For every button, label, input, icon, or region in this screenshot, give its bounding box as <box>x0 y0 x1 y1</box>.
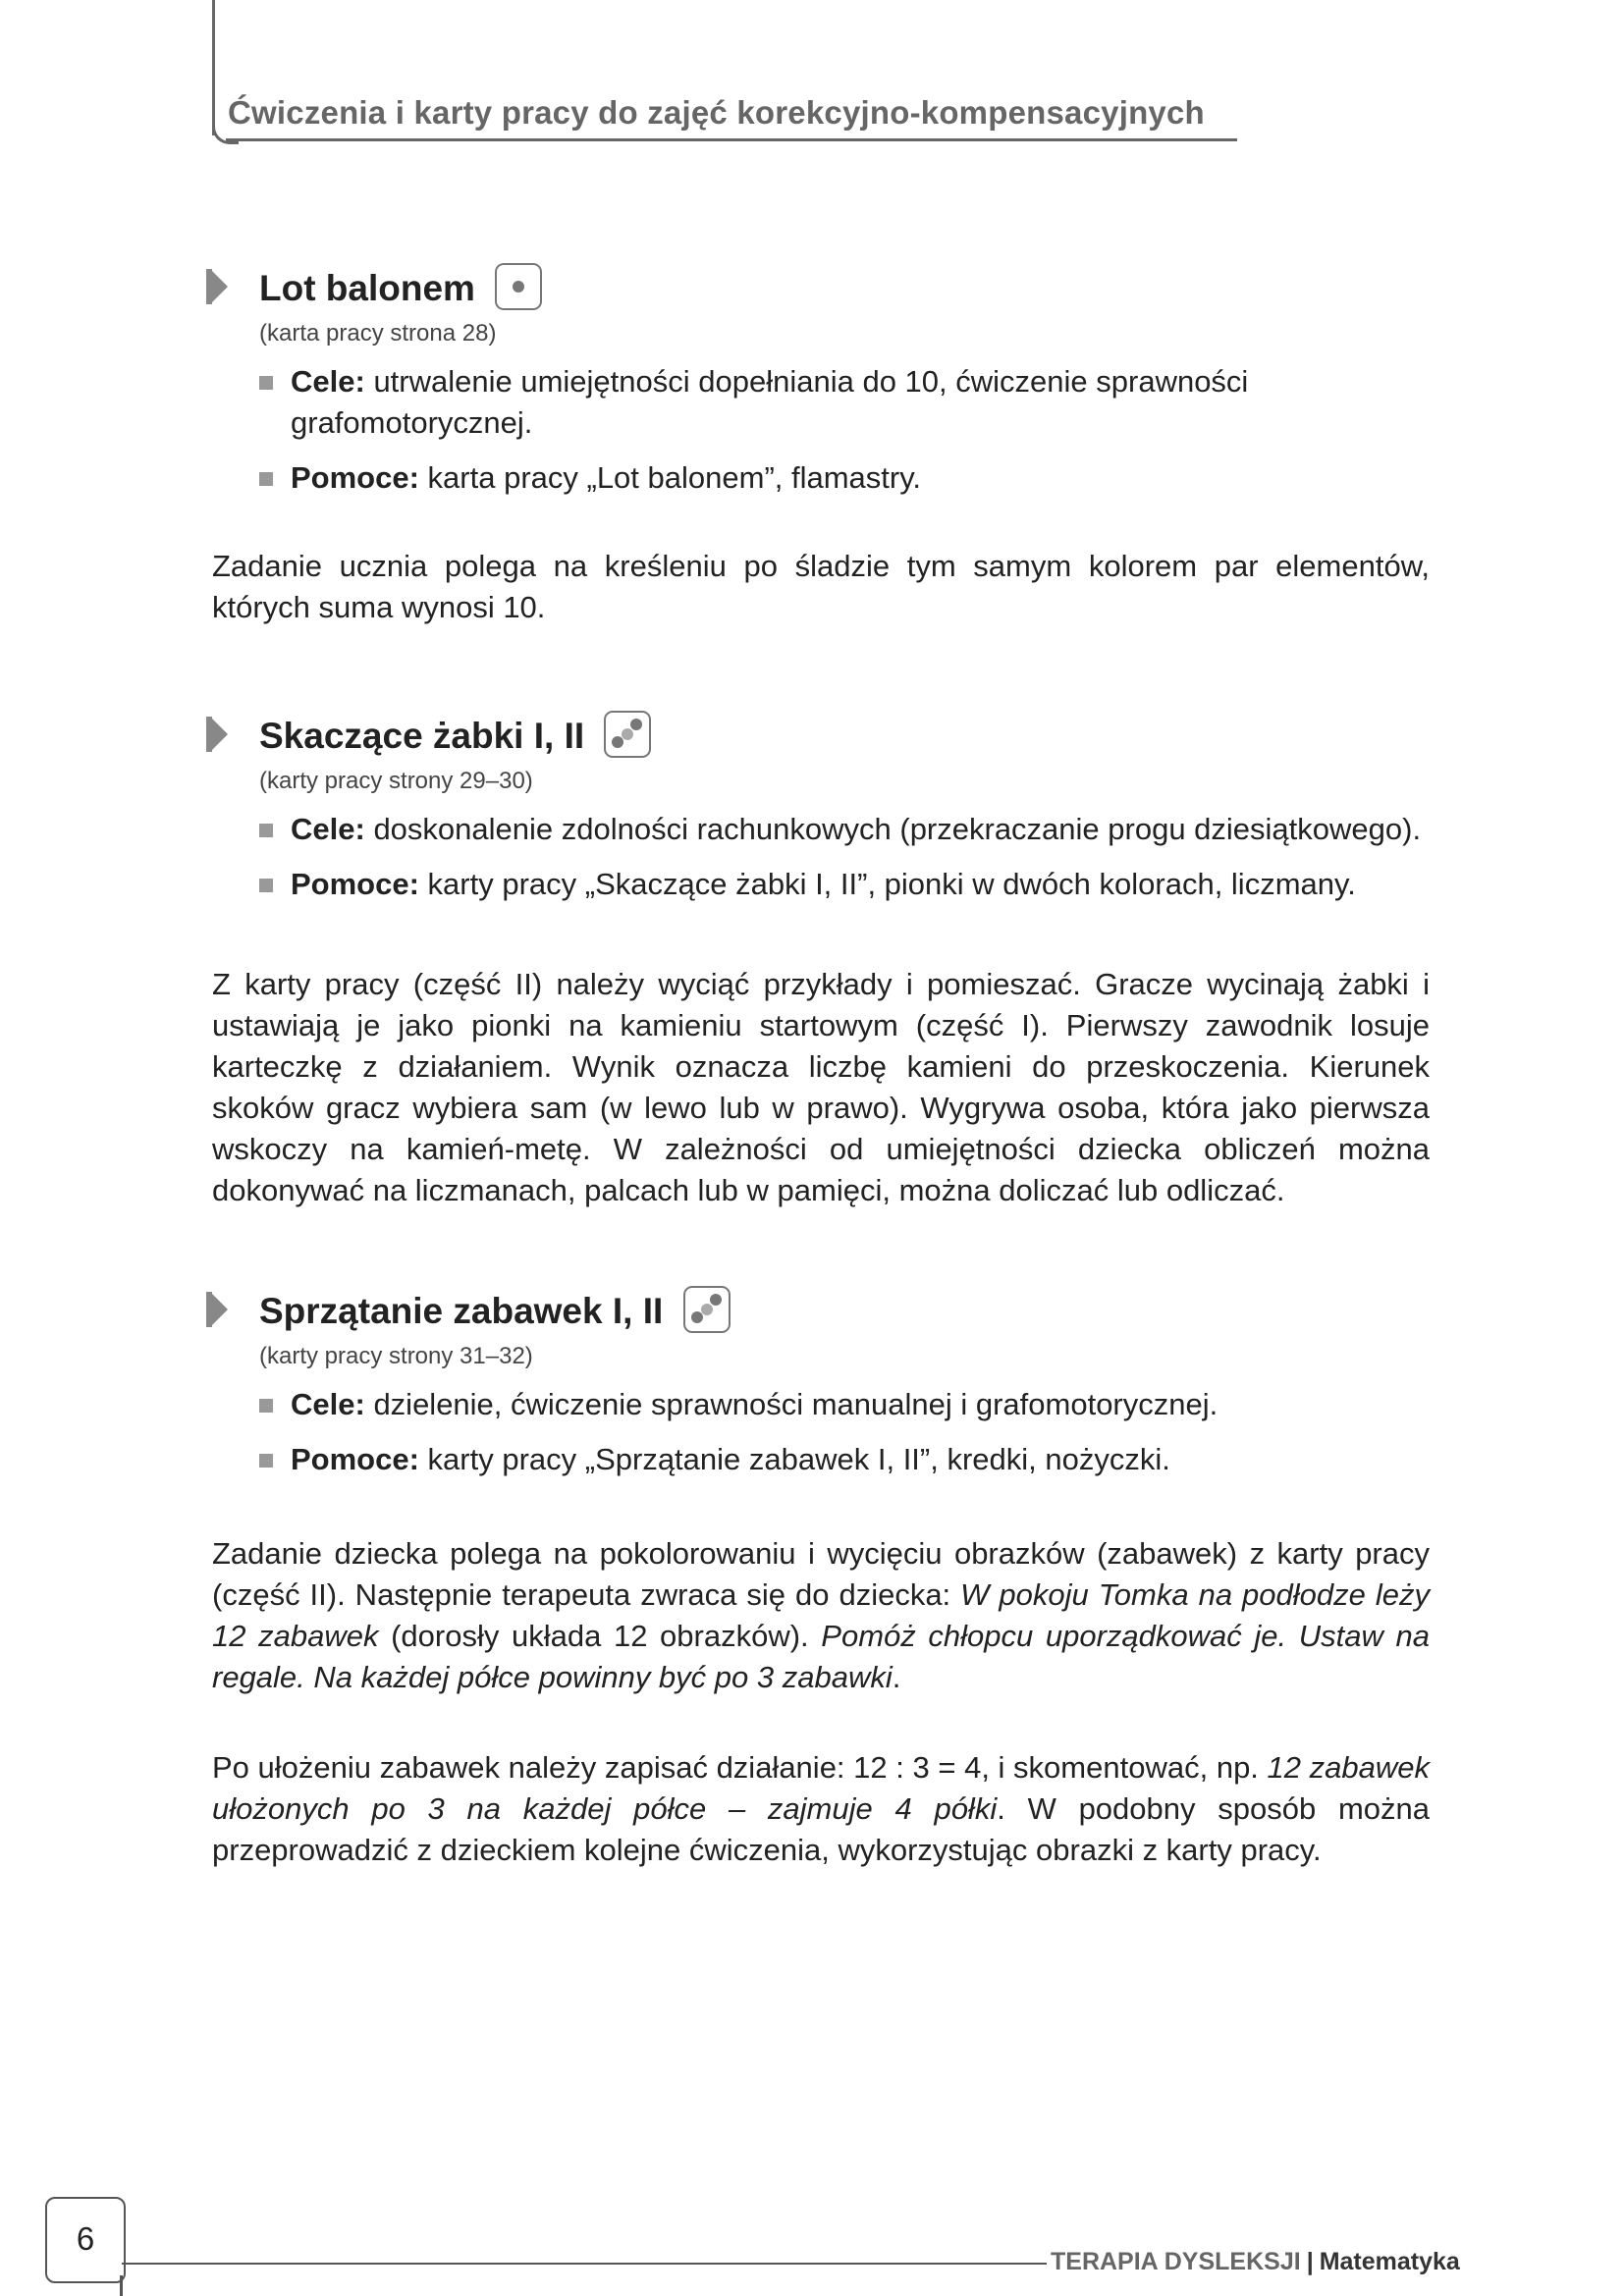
section-description-paragraph-1 <box>212 1533 1430 1698</box>
text-run: . <box>892 1660 901 1694</box>
goals-label: Cele: <box>291 1387 365 1421</box>
goals-text: doskonalenie zdolności rachunkowych (przekraczanie progu dziesiątkowego). <box>373 812 1422 846</box>
section-title <box>259 1290 731 1337</box>
text-run: Po ułożeniu zabawek należy zapisać działanie: 12 : 3 = 4, i skomentować, np. <box>212 1750 1268 1785</box>
aids-item <box>259 457 1428 499</box>
aids-text: karta pracy „Lot balonem”, flamastry. <box>427 460 922 495</box>
goals-text: utrwalenie umiejętności dopełniania do 10, ćwiczenie sprawności grafomotorycznej. <box>291 364 1249 440</box>
section-arrow-icon <box>210 1292 228 1327</box>
section-title <box>259 715 651 762</box>
subject-name: Matematyka <box>1319 2248 1460 2275</box>
aids-item <box>259 1439 1428 1480</box>
italic-quote: Pomóż chłopcu uporządkować je. Ustaw na regale. Na każdej półce powinny być po 3 zabawki <box>212 1619 1430 1694</box>
goals-label: Cele: <box>291 812 365 846</box>
running-header-title: Ćwiczenia i karty pracy do zajęć korekcyjno-kompensacyjnych <box>228 94 1205 131</box>
die-pip <box>701 1304 713 1315</box>
section-arrow-icon <box>210 269 228 304</box>
aids-label: Pomoce: <box>291 867 419 901</box>
page-number: 6 <box>76 2220 95 2257</box>
italic-example: 12 zabawek ułożonych po 3 na każdej półce – zajmuje 4 półki <box>212 1750 1430 1826</box>
square-bullet-icon <box>259 879 273 892</box>
section-title-text: Sprzątanie zabawek I, II <box>259 1290 664 1331</box>
footer-series-label <box>1051 2248 1460 2276</box>
aids-item <box>259 864 1428 905</box>
header-frame-horizontal-line <box>226 138 1237 141</box>
section-description-paragraph-2 <box>212 1747 1430 1871</box>
section-description: Zadanie ucznia polega na kreśleniu po śladzie tym samym kolorem par elementów, których suma wynosi 10. <box>212 549 1430 624</box>
page-number-box <box>45 2197 126 2283</box>
text-run: Zadanie dziecka polega na pokolorowaniu i wycięciu obrazków (zabawek) z karty pracy (część II). Następnie terapeuta zwraca się do dziecka: <box>212 1536 1430 1612</box>
three-pip-die-icon <box>604 711 651 758</box>
text-run: . W podobny sposób można przeprowadzić z dzieckiem kolejne ćwiczenia, wykorzystując obrazki z karty pracy. <box>212 1791 1430 1867</box>
die-pip <box>710 1294 722 1306</box>
section-title-text: Skaczące żabki I, II <box>259 715 585 756</box>
die-pip <box>622 728 633 740</box>
worksheet-reference: (karty pracy strony 31–32) <box>259 1343 533 1369</box>
three-pip-die-icon <box>683 1286 731 1333</box>
section-description: Z karty pracy (część II) należy wyciąć przykłady i pomieszać. Gracze wycinają żabki i ustawiają je jako pionki na kamieniu startowym (część I). Pierwszy zawodnik losuje karteczkę z działaniem. Wynik oznacza liczbę kamieni do przeskoczenia. Kierunek skoków gracz wybiera sam (w lewo lub w prawo). Wygrywa osoba, która jako pierwsza wskoczy na kamień-metę. W zależności od umiejętności dziecka obliczeń można dokonywać na liczmanach, palcach lub w pamięci, można doliczać lub odliczać. <box>212 967 1430 1207</box>
footer-rule <box>122 2263 1047 2265</box>
worksheet-reference: (karty pracy strony 29–30) <box>259 768 533 794</box>
exercise-section-sprzatanie-zabawek <box>210 1282 1428 1480</box>
one-pip-die-icon <box>495 263 542 310</box>
section-title <box>259 267 542 314</box>
goals-label: Cele: <box>291 364 365 399</box>
aids-label: Pomoce: <box>291 1442 419 1476</box>
goals-text: dzielenie, ćwiczenie sprawności manualnej i grafomotorycznej. <box>373 1387 1218 1421</box>
goals-item <box>259 1384 1428 1425</box>
footer-separator: | <box>1306 2248 1314 2275</box>
section-heading <box>210 1282 1428 1341</box>
exercise-section-lot-balonem <box>210 259 1428 499</box>
italic-quote: W pokoju Tomka na podłodze leży 12 zabawek <box>212 1577 1430 1653</box>
goals-item <box>259 361 1428 444</box>
footer-vertical-line <box>120 2275 123 2296</box>
section-heading <box>210 707 1428 766</box>
section-title-text: Lot balonem <box>259 267 475 308</box>
square-bullet-icon <box>259 472 273 486</box>
text-run: (dorosły układa 12 obrazków). <box>378 1619 822 1653</box>
die-pip <box>691 1311 703 1323</box>
die-pip <box>630 719 642 730</box>
exercise-section-skaczace-zabki <box>210 707 1428 905</box>
section-heading <box>210 259 1428 318</box>
goals-item <box>259 809 1428 850</box>
square-bullet-icon <box>259 1454 273 1468</box>
square-bullet-icon <box>259 376 273 390</box>
aids-label: Pomoce: <box>291 460 419 495</box>
series-name: TERAPIA DYSLEKSJI <box>1051 2248 1301 2275</box>
square-bullet-icon <box>259 824 273 837</box>
section-arrow-icon <box>210 717 228 752</box>
aids-text: karty pracy „Skaczące żabki I, II”, pionki w dwóch kolorach, liczmany. <box>427 867 1356 901</box>
square-bullet-icon <box>259 1399 273 1413</box>
die-pip <box>513 281 524 293</box>
aids-text: karty pracy „Sprzątanie zabawek I, II”, kredki, nożyczki. <box>427 1442 1170 1476</box>
worksheet-reference: (karta pracy strona 28) <box>259 320 497 347</box>
